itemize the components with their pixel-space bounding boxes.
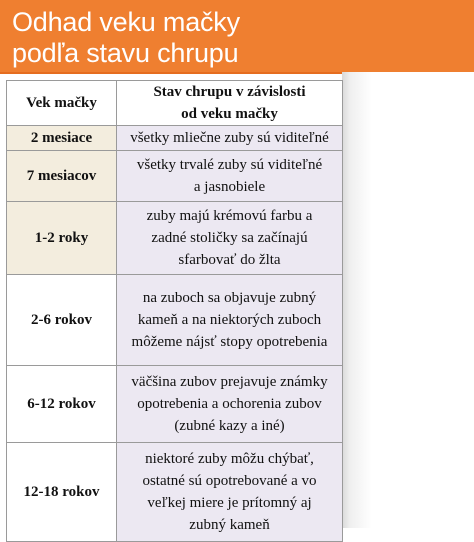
table-row: [7, 443, 343, 542]
condition-cell: [117, 126, 343, 151]
condition-cell: [117, 366, 343, 443]
table-row: [7, 151, 343, 202]
title-banner: [0, 0, 474, 74]
condition-line: zubný kameň: [189, 517, 270, 533]
condition-line: všetky trvalé zuby sú viditeľné: [136, 157, 323, 173]
table-row: [7, 126, 343, 151]
condition-line: môžeme nájsť stopy opotrebenia: [131, 334, 328, 350]
condition-line: opotrebenia a ochorenia zubov: [137, 396, 322, 412]
condition-cell: [117, 202, 343, 275]
title-line-1: Odhad veku mačky: [12, 7, 240, 37]
condition-line: niektoré zuby môžu chýbať,: [145, 451, 314, 467]
condition-line: a jasnobiele: [193, 179, 266, 195]
condition-line: väčšina zubov prejavuje známky: [131, 374, 328, 390]
age-cell: 1-2 roky: [7, 202, 117, 275]
age-cell: 7 mesiacov: [7, 151, 117, 202]
header-age: Vek mačky: [7, 81, 117, 126]
age-cell: 2-6 rokov: [7, 275, 117, 366]
condition-line: sfarbovať do žlta: [178, 252, 281, 268]
header-condition-line-1: Stav chrupu v závislosti: [153, 84, 306, 100]
condition-line: ostatné sú opotrebované a vo: [142, 473, 317, 489]
condition-line: veľkej miere je prítomný aj: [147, 495, 312, 511]
table-row: [7, 366, 343, 443]
header-condition: [117, 81, 343, 126]
table-row: [7, 275, 343, 366]
title-line-2: podľa stavu chrupu: [12, 38, 239, 68]
condition-line: zadné stoličky sa začínajú: [151, 230, 308, 246]
condition-cell: [117, 443, 343, 542]
table-row: [7, 202, 343, 275]
condition-line: zuby majú krémovú farbu a: [146, 208, 313, 224]
condition-line: všetky mliečne zuby sú viditeľné: [130, 130, 329, 146]
table-header-row: [7, 81, 343, 126]
header-condition-line-2: od veku mačky: [181, 106, 278, 122]
age-cell: 6-12 rokov: [7, 366, 117, 443]
condition-line: kameň a na niektorých zuboch: [137, 312, 322, 328]
age-cell: 2 mesiace: [7, 126, 117, 151]
condition-cell: [117, 275, 343, 366]
condition-line: (zubné kazy a iné): [174, 418, 285, 434]
condition-cell: [117, 151, 343, 202]
age-cell: 12-18 rokov: [7, 443, 117, 542]
side-shadow: [342, 72, 474, 528]
teeth-age-table: [6, 80, 343, 542]
condition-line: na zuboch sa objavuje zubný: [142, 290, 317, 306]
